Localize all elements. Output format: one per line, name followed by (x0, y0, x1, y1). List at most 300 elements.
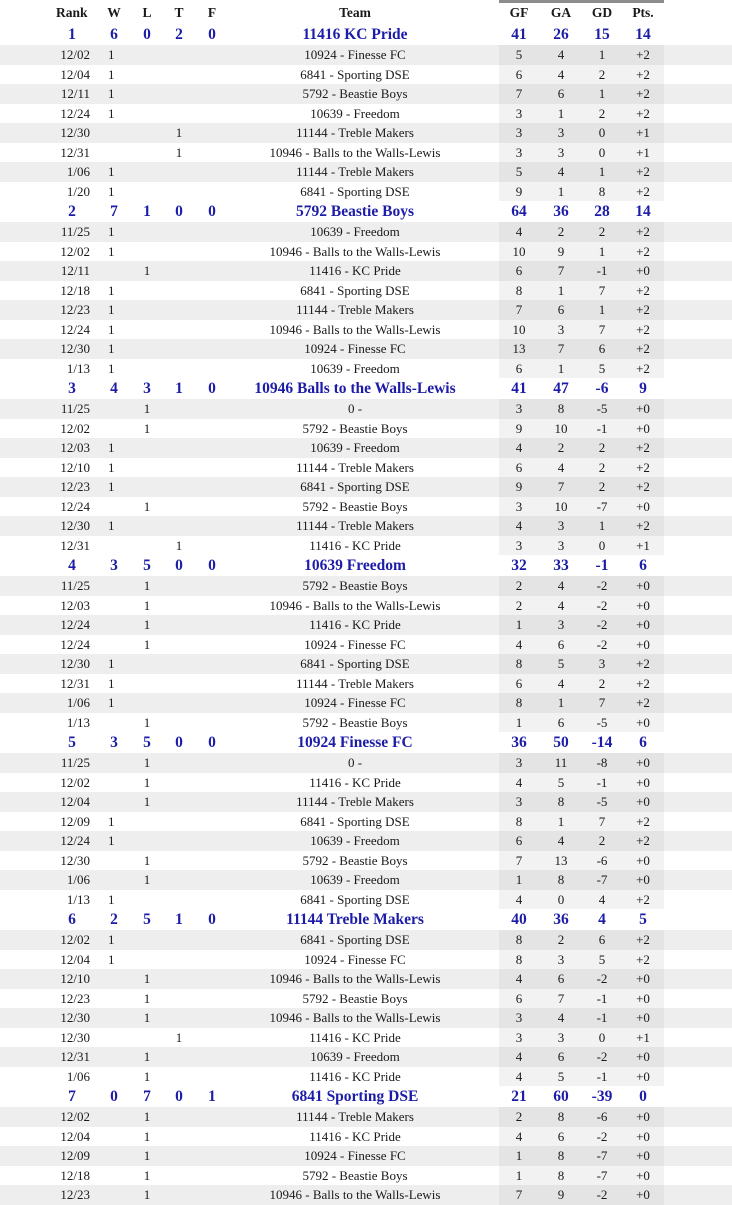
team-goal-difference: 28 (594, 203, 610, 220)
game-date: 11/25 (60, 578, 90, 593)
game-goals-against: 3 (557, 125, 565, 140)
game-opponent: 5792 - Beastie Boys (302, 714, 408, 730)
game-win: 1 (108, 360, 115, 376)
game-goals-for: 6 (515, 990, 523, 1006)
game-win: 1 (108, 833, 115, 848)
game-opponent: 10924 - Finesse FC (304, 47, 406, 62)
game-goal-difference: -2 (596, 971, 608, 986)
game-goals-for: 1 (515, 1148, 523, 1163)
game-points: +0 (636, 755, 650, 770)
team-points: 0 (639, 1088, 647, 1105)
game-date: 12/04 (60, 794, 90, 809)
team-forfeits: 1 (208, 1088, 216, 1105)
game-row (0, 950, 732, 970)
header-goals-for: GF (509, 5, 529, 20)
game-win: 1 (108, 695, 115, 710)
game-date: 12/30 (60, 656, 90, 671)
game-goals-against: 6 (557, 714, 565, 730)
game-row (0, 1008, 732, 1028)
game-date: 12/04 (60, 66, 90, 82)
game-goals-for: 4 (515, 636, 523, 652)
game-row (0, 320, 732, 340)
game-row (0, 615, 732, 635)
header-row (0, 0, 732, 24)
game-points: +0 (636, 401, 650, 416)
game-row (0, 242, 732, 262)
game-date: 12/31 (60, 675, 90, 691)
game-goal-difference: 6 (598, 341, 606, 356)
team-ties: 0 (175, 203, 183, 220)
game-opponent: 11144 - Treble Makers (296, 164, 414, 179)
game-row (0, 182, 732, 202)
header-points: Pts. (632, 5, 654, 20)
game-row (0, 359, 732, 379)
game-goals-against: 4 (557, 1010, 565, 1025)
game-goals-for: 3 (515, 144, 523, 160)
game-goals-against: 3 (557, 1029, 565, 1045)
game-goals-against: 3 (557, 144, 565, 160)
game-opponent: 6841 - Sporting DSE (300, 66, 410, 82)
team-summary-row (0, 909, 732, 930)
game-win: 1 (108, 479, 115, 494)
team-points: 14 (635, 26, 651, 43)
game-goals-against: 4 (557, 47, 565, 62)
game-points: +2 (636, 695, 650, 710)
team-ties: 2 (175, 26, 183, 43)
game-goals-for: 1 (515, 872, 523, 887)
game-goal-difference: -7 (596, 498, 608, 514)
game-points: +0 (636, 578, 650, 593)
game-goals-for: 3 (515, 401, 523, 416)
game-row (0, 65, 732, 85)
game-goals-for: 4 (515, 891, 523, 907)
game-goals-for: 7 (515, 1187, 523, 1202)
game-loss: 1 (143, 1109, 151, 1124)
game-points: +1 (636, 1029, 650, 1045)
team-losses: 1 (143, 203, 151, 220)
team-summary-row (0, 201, 732, 222)
game-loss: 1 (143, 1049, 151, 1064)
game-points: +0 (636, 617, 650, 632)
game-date: 12/30 (60, 1010, 90, 1025)
game-opponent: 6841 - Sporting DSE (300, 183, 410, 199)
game-points: +0 (636, 1010, 650, 1025)
game-loss: 1 (143, 498, 151, 514)
game-goal-difference: 2 (598, 833, 606, 848)
standings-body (0, 24, 732, 1205)
game-row (0, 831, 732, 851)
team-goal-difference: -1 (595, 557, 609, 574)
game-win: 1 (108, 66, 115, 82)
game-points: +2 (636, 675, 650, 691)
game-goal-difference: 7 (598, 282, 606, 298)
game-goal-difference: -2 (596, 597, 608, 613)
game-goals-against: 2 (557, 932, 565, 947)
game-points: +0 (636, 1128, 650, 1144)
team-wins: 3 (110, 557, 118, 574)
game-goal-difference: 2 (598, 224, 606, 239)
game-goals-for: 4 (515, 774, 523, 790)
game-row (0, 1067, 732, 1087)
game-goal-difference: 5 (598, 360, 606, 376)
team-name: 10924 Finesse FC (297, 734, 413, 751)
team-forfeits: 0 (208, 557, 216, 574)
game-points: +0 (636, 714, 650, 730)
game-row (0, 693, 732, 713)
game-row (0, 399, 732, 419)
game-goal-difference: -5 (596, 794, 608, 809)
game-win: 1 (108, 459, 115, 475)
game-points: +0 (636, 1068, 650, 1084)
game-date: 12/30 (60, 125, 90, 140)
game-goals-against: 1 (557, 813, 565, 829)
game-goal-difference: -1 (596, 1068, 608, 1084)
game-goals-against: 4 (557, 675, 565, 691)
game-win: 1 (108, 302, 115, 317)
game-points: +2 (636, 951, 650, 967)
game-goals-against: 2 (557, 440, 565, 455)
game-points: +1 (636, 144, 650, 160)
game-goals-against: 8 (557, 1148, 565, 1163)
game-goals-for: 3 (515, 1029, 523, 1045)
game-opponent: 10639 - Freedom (310, 1049, 400, 1064)
game-goal-difference: 0 (598, 1029, 606, 1045)
game-row (0, 792, 732, 812)
game-goal-difference: 1 (598, 302, 606, 317)
header-forfeits: F (207, 5, 217, 20)
game-date: 1/06 (66, 1068, 90, 1084)
game-points: +2 (636, 479, 650, 494)
game-date: 12/30 (60, 1029, 90, 1045)
game-opponent: 10946 - Balls to the Walls-Lewis (269, 597, 441, 613)
game-goals-against: 5 (557, 774, 565, 790)
header-losses: L (142, 5, 152, 20)
game-date: 1/06 (66, 695, 90, 710)
game-opponent: 11144 - Treble Makers (296, 518, 414, 533)
game-loss: 1 (143, 971, 151, 986)
game-row (0, 1185, 732, 1205)
game-points: +1 (636, 537, 650, 553)
team-summary-row (0, 378, 732, 399)
game-row (0, 281, 732, 301)
team-wins: 6 (110, 26, 118, 43)
header-ties: T (174, 5, 184, 20)
game-loss: 1 (143, 990, 151, 1006)
game-goal-difference: 1 (598, 243, 606, 259)
game-tie: 1 (175, 125, 183, 140)
game-win: 1 (108, 951, 115, 967)
game-row (0, 143, 732, 163)
game-row (0, 870, 732, 890)
team-losses: 5 (143, 911, 151, 928)
game-goal-difference: 1 (598, 86, 606, 101)
team-wins: 4 (110, 380, 118, 397)
game-goals-against: 1 (557, 183, 565, 199)
game-opponent: 0 - (347, 401, 363, 416)
game-points: +0 (636, 597, 650, 613)
game-goals-against: 7 (557, 341, 565, 356)
game-win: 1 (108, 518, 115, 533)
game-goals-against: 7 (557, 263, 565, 278)
game-goals-against: 8 (557, 872, 565, 887)
game-opponent: 5792 - Beastie Boys (302, 578, 408, 593)
game-goals-against: 8 (557, 1167, 565, 1183)
game-points: +0 (636, 1049, 650, 1064)
game-opponent: 6841 - Sporting DSE (300, 282, 410, 298)
game-opponent: 10924 - Finesse FC (304, 341, 406, 356)
game-opponent: 6841 - Sporting DSE (300, 656, 410, 671)
game-goals-for: 4 (515, 1128, 523, 1144)
game-goal-difference: -5 (596, 401, 608, 416)
game-goals-for: 6 (515, 360, 523, 376)
game-goal-difference: 2 (598, 459, 606, 475)
game-goal-difference: 2 (598, 66, 606, 82)
game-opponent: 10924 - Finesse FC (304, 951, 406, 967)
game-points: +1 (636, 125, 650, 140)
team-goal-difference: -39 (591, 1088, 613, 1105)
game-goals-against: 1 (557, 695, 565, 710)
game-goals-against: 11 (554, 755, 568, 770)
team-goals-against: 60 (553, 1088, 569, 1105)
game-goals-against: 1 (557, 360, 565, 376)
team-name: 6841 Sporting DSE (291, 1088, 419, 1105)
game-win: 1 (108, 224, 115, 239)
game-goals-for: 1 (515, 617, 523, 632)
game-date: 12/24 (60, 498, 90, 514)
game-goals-for: 7 (515, 86, 523, 101)
game-goal-difference: 2 (598, 440, 606, 455)
game-goals-against: 8 (557, 794, 565, 809)
game-win: 1 (108, 891, 115, 907)
game-loss: 1 (143, 1148, 151, 1163)
game-goals-against: 9 (557, 1187, 565, 1202)
game-row (0, 930, 732, 950)
game-date: 12/24 (60, 636, 90, 652)
game-goals-against: 4 (557, 66, 565, 82)
team-ties: 1 (175, 911, 183, 928)
game-goals-for: 8 (515, 951, 523, 967)
game-goals-for: 6 (515, 66, 523, 82)
game-goal-difference: -6 (596, 852, 608, 868)
game-goal-difference: 7 (598, 695, 606, 710)
game-points: +2 (636, 518, 650, 533)
game-loss: 1 (143, 794, 151, 809)
game-row (0, 989, 732, 1009)
game-goal-difference: -5 (596, 714, 608, 730)
game-date: 12/09 (60, 813, 90, 829)
game-goals-against: 6 (557, 971, 565, 986)
game-opponent: 11144 - Treble Makers (296, 302, 414, 317)
team-points: 14 (635, 203, 651, 220)
game-date: 12/30 (60, 852, 90, 868)
game-goals-against: 4 (557, 833, 565, 848)
game-goal-difference: 1 (598, 164, 606, 179)
game-goals-against: 3 (557, 321, 565, 337)
team-losses: 3 (143, 380, 151, 397)
game-date: 1/06 (66, 164, 90, 179)
game-goal-difference: 0 (598, 144, 606, 160)
game-date: 1/20 (66, 183, 90, 199)
game-row (0, 1146, 732, 1166)
game-date: 12/03 (60, 597, 90, 613)
game-points: +0 (636, 990, 650, 1006)
game-date: 12/02 (60, 774, 90, 790)
game-goals-for: 8 (515, 695, 523, 710)
game-points: +2 (636, 224, 650, 239)
game-opponent: 11416 - KC Pride (309, 1128, 401, 1144)
game-goals-for: 10 (512, 243, 526, 259)
game-goals-against: 6 (557, 86, 565, 101)
game-date: 11/25 (60, 224, 90, 239)
game-goal-difference: 7 (598, 813, 606, 829)
game-goal-difference: -2 (596, 1187, 608, 1202)
game-win: 1 (108, 164, 115, 179)
game-goals-against: 7 (557, 479, 565, 494)
game-loss: 1 (143, 1068, 151, 1084)
team-forfeits: 0 (208, 380, 216, 397)
game-opponent: 10639 - Freedom (310, 833, 400, 848)
game-points: +2 (636, 440, 650, 455)
game-win: 1 (108, 282, 115, 298)
team-summary-row (0, 1086, 732, 1107)
game-opponent: 10639 - Freedom (310, 872, 400, 887)
team-goals-for: 64 (511, 203, 527, 220)
game-goals-against: 6 (557, 302, 565, 317)
game-date: 12/02 (60, 243, 90, 259)
game-loss: 1 (143, 774, 151, 790)
game-opponent: 6841 - Sporting DSE (300, 891, 410, 907)
game-goals-for: 4 (515, 1068, 523, 1084)
game-opponent: 11416 - KC Pride (309, 774, 401, 790)
game-goal-difference: -2 (596, 1128, 608, 1144)
team-rank: 6 (68, 911, 76, 928)
game-goal-difference: -6 (596, 1109, 608, 1124)
game-row (0, 477, 732, 497)
game-loss: 1 (143, 597, 151, 613)
game-points: +2 (636, 833, 650, 848)
game-date: 12/02 (60, 420, 90, 436)
game-row (0, 104, 732, 124)
game-goals-against: 9 (557, 243, 565, 259)
game-date: 1/13 (66, 360, 90, 376)
game-row (0, 1127, 732, 1147)
game-row (0, 123, 732, 143)
game-opponent: 5792 - Beastie Boys (302, 420, 408, 436)
game-opponent: 6841 - Sporting DSE (300, 479, 410, 494)
game-goal-difference: 4 (598, 891, 606, 907)
game-opponent: 11144 - Treble Makers (296, 125, 414, 140)
team-goals-for: 36 (511, 734, 527, 751)
team-losses: 5 (143, 734, 151, 751)
game-win: 1 (108, 932, 115, 947)
game-goals-for: 7 (515, 852, 523, 868)
game-goals-for: 5 (515, 47, 523, 62)
game-date: 12/23 (60, 1187, 90, 1202)
game-row (0, 674, 732, 694)
game-date: 12/10 (60, 971, 90, 986)
game-date: 12/30 (60, 341, 90, 356)
game-row (0, 851, 732, 871)
game-date: 12/24 (60, 833, 90, 848)
game-row (0, 438, 732, 458)
game-goal-difference: 3 (598, 656, 606, 671)
game-date: 12/23 (60, 479, 90, 494)
game-goals-for: 9 (515, 183, 523, 199)
game-opponent: 10924 - Finesse FC (304, 636, 406, 652)
game-points: +2 (636, 459, 650, 475)
game-points: +0 (636, 420, 650, 436)
game-points: +0 (636, 1167, 650, 1183)
game-goal-difference: -7 (596, 872, 608, 887)
game-loss: 1 (143, 1167, 151, 1183)
game-goal-difference: 8 (598, 183, 606, 199)
game-points: +2 (636, 183, 650, 199)
game-date: 12/18 (60, 1167, 90, 1183)
game-row (0, 635, 732, 655)
game-opponent: 10946 - Balls to the Walls-Lewis (269, 1187, 441, 1202)
team-points: 6 (639, 734, 647, 751)
header-wins: W (107, 5, 121, 20)
game-opponent: 11416 - KC Pride (309, 537, 401, 553)
game-goals-for: 3 (515, 755, 523, 770)
game-row (0, 890, 732, 910)
game-date: 12/24 (60, 321, 90, 337)
game-goals-for: 3 (515, 1010, 523, 1025)
game-opponent: 6841 - Sporting DSE (300, 813, 410, 829)
team-goals-for: 41 (511, 380, 527, 397)
game-goals-against: 10 (554, 498, 568, 514)
header-rank: Rank (56, 5, 88, 20)
game-goal-difference: -7 (596, 1167, 608, 1183)
team-goals-against: 36 (553, 911, 569, 928)
game-opponent: 5792 - Beastie Boys (302, 990, 408, 1006)
team-rank: 1 (68, 26, 76, 43)
game-goals-for: 1 (515, 1167, 523, 1183)
team-goals-for: 21 (511, 1088, 527, 1105)
game-goal-difference: -1 (596, 774, 608, 790)
header-goal-difference: GD (591, 5, 613, 20)
team-forfeits: 0 (208, 203, 216, 220)
game-row (0, 1028, 732, 1048)
team-rank: 4 (68, 557, 76, 574)
game-goals-for: 8 (515, 656, 523, 671)
game-win: 1 (108, 341, 115, 356)
game-date: 12/31 (60, 537, 90, 553)
game-points: +0 (636, 971, 650, 986)
game-opponent: 10946 - Balls to the Walls-Lewis (269, 243, 441, 259)
game-goal-difference: -2 (596, 636, 608, 652)
game-opponent: 11144 - Treble Makers (296, 459, 414, 475)
team-ties: 0 (175, 1088, 183, 1105)
game-row (0, 576, 732, 596)
game-points: +2 (636, 86, 650, 101)
game-date: 12/30 (60, 518, 90, 533)
game-goals-for: 6 (515, 833, 523, 848)
game-row (0, 45, 732, 65)
team-wins: 3 (110, 734, 118, 751)
game-row (0, 458, 732, 478)
game-goals-for: 4 (515, 224, 523, 239)
game-opponent: 10946 - Balls to the Walls-Lewis (269, 1010, 441, 1025)
game-row (0, 596, 732, 616)
game-loss: 1 (143, 755, 151, 770)
header-team: Team (339, 5, 371, 20)
game-loss: 1 (143, 420, 151, 436)
game-date: 11/25 (60, 755, 90, 770)
team-ties: 0 (175, 557, 183, 574)
game-row (0, 773, 732, 793)
team-rank: 7 (68, 1088, 76, 1105)
